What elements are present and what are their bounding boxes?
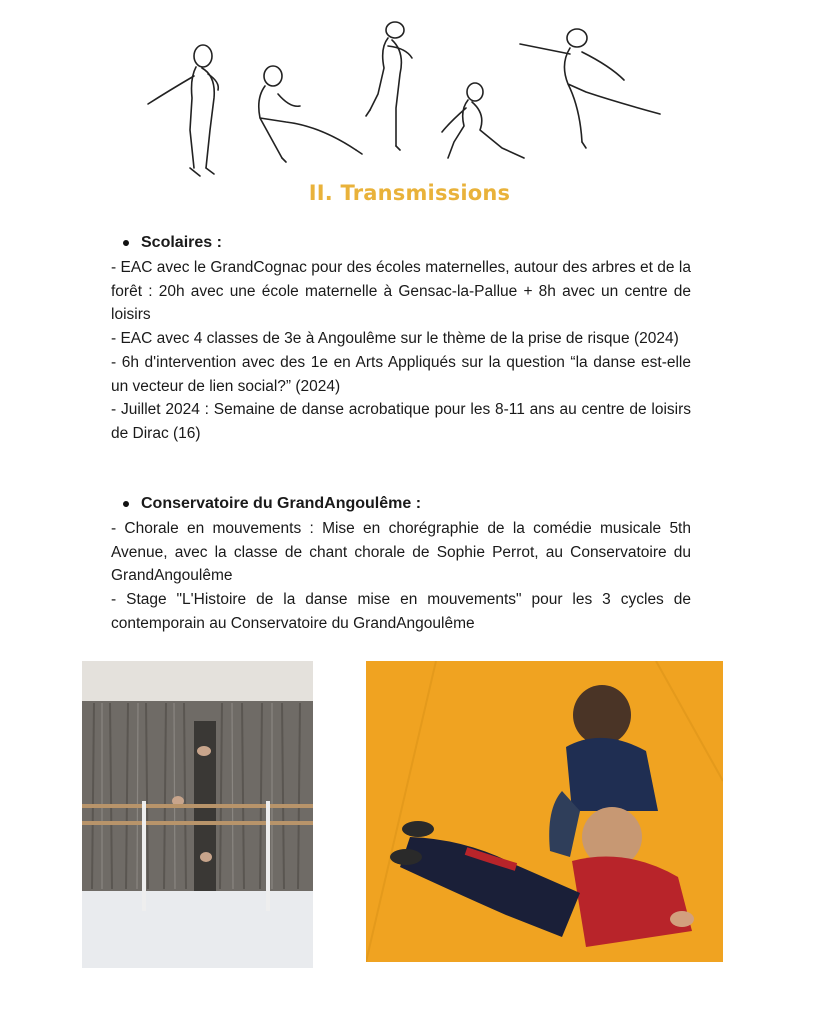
dancer-sketches (130, 18, 690, 188)
bullet-dot-icon (123, 501, 129, 507)
scolaires-heading: Scolaires : (141, 234, 222, 251)
dancer-sketch-4 (442, 83, 524, 158)
photo-children-orange-floor (366, 661, 723, 962)
scolaires-item-2: - EAC avec 4 classes de 3e à Angoulême sur le thème de la prise de risque (2024) (111, 330, 679, 348)
scolaires-item-1: - EAC avec le GrandCognac pour des écoles maternelles, autour des arbres et de la forêt : 20h avec une école maternelle à Gensac-la-Pallue + 8h avec un centre de loisirs (111, 259, 691, 324)
dancer-sketch-3 (366, 22, 412, 150)
conservatoire-item-1: - Chorale en mouvements : Mise en chorégraphie de la comédie musicale 5th Avenue, avec la classe de chant chorale de Sophie Perrot, au Conservatoire du GrandAngoulême (111, 520, 691, 585)
dancer-sketch-1 (148, 45, 218, 176)
dancer-sketch-2 (259, 66, 362, 162)
dancer-sketch-5 (520, 29, 660, 148)
conservatoire-heading-row (123, 493, 691, 515)
scolaires-heading-row (123, 232, 691, 254)
photo-curtains-barre (82, 661, 313, 968)
bullet-dot-icon (123, 240, 129, 246)
section-scolaires (111, 232, 691, 446)
conservatoire-heading: Conservatoire du GrandAngoulême : (141, 495, 422, 512)
scolaires-item-3: - 6h d'intervention avec des 1e en Arts Appliqués sur la question “la danse est-elle un vecteur de lien social?” (2024) (111, 353, 691, 395)
section-title: II. Transmissions (308, 181, 511, 205)
scolaires-item-4: - Juillet 2024 : Semaine de danse acrobatique pour les 8-11 ans au centre de loisirs de Dirac (16) (111, 401, 691, 442)
conservatoire-item-2: - Stage "L'Histoire de la danse mise en mouvements" pour les 3 cycles de contemporain au Conservatoire du GrandAngoulême (111, 591, 691, 632)
section-conservatoire (111, 493, 691, 636)
